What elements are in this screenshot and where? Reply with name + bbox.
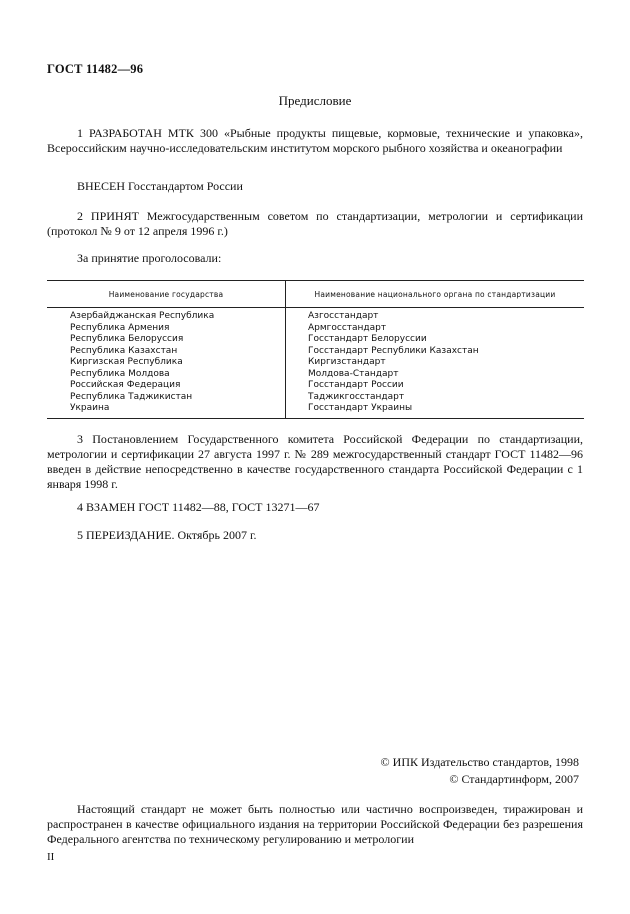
body-cell: Госстандарт России <box>308 380 404 390</box>
foreword-item-5: 5 ПЕРЕИЗДАНИЕ. Октябрь 2007 г. <box>77 528 257 542</box>
foreword-item-1: 1 РАЗРАБОТАН МТК 300 «Рыбные продукты пищевые, кормовые, технические и упаковка», Всероссийским научно-исследовательским институтом морского рыбного хозяйства и океанографии <box>47 126 583 155</box>
table-row <box>47 334 584 346</box>
body-cell: Таджикгосстандарт <box>308 391 405 402</box>
table-header-row <box>47 281 584 308</box>
introduced-by: ВНЕСЕН Госстандартом России <box>77 179 243 193</box>
state-cell: Республика Таджикистан <box>47 392 286 404</box>
column-header-national-body: Наименование национального органа по стандартизации <box>286 281 585 308</box>
state-cell: Республика Белоруссия <box>47 334 286 346</box>
body-cell: Молдова-Стандарт <box>308 368 399 379</box>
copyright-line-standartinform: © Стандартинформ, 2007 <box>449 772 579 786</box>
reproduction-notice: Настоящий стандарт не может быть полностью или частично воспроизведен, тиражирован и распространен в качестве официального издания на территории Российской Федерации без разрешения Федерального агентства по техническому регулированию и метрологии <box>47 802 583 846</box>
state-cell: Республика Казахстан <box>47 346 286 358</box>
standard-code-header: ГОСТ 11482—96 <box>47 62 144 76</box>
foreword-item-2: 2 ПРИНЯТ Межгосударственным советом по стандартизации, метрологии и сертификации (протокол № 9 от 12 апреля 1996 г.) <box>47 209 583 238</box>
body-cell: Киргизстандарт <box>308 357 386 367</box>
body-cell: Армгосстандарт <box>308 322 387 333</box>
page-number: II <box>47 851 55 863</box>
copyright-line-publisher: © ИПК Издательство стандартов, 1998 <box>380 755 579 769</box>
table-row <box>47 323 584 335</box>
voted-label: За принятие проголосовали: <box>77 251 222 265</box>
foreword-item-3: 3 Постановлением Государственного комитета Российской Федерации по стандартизации, метрологии и сертификации 27 августа 1997 г. № 289 межгосударственный стандарт ГОСТ 11482—96 введен в действие непосредственно в качестве государственного стандарта Российской Федерации с 1 января 1998 г. <box>47 432 583 491</box>
foreword-title: Предисловие <box>278 93 352 108</box>
body-cell: Госстандарт Украины <box>286 403 585 418</box>
state-cell: Российская Федерация <box>47 380 286 392</box>
state-cell: Республика Молдова <box>47 369 286 381</box>
voting-table <box>47 280 584 419</box>
state-cell: Республика Армения <box>47 323 286 335</box>
table-row <box>47 308 584 323</box>
body-cell: Госстандарт Белоруссии <box>308 334 427 344</box>
table-row <box>47 403 584 418</box>
body-cell: Госстандарт Республики Казахстан <box>308 345 479 356</box>
column-header-state: Наименование государства <box>47 281 286 308</box>
state-cell: Украина <box>47 403 286 418</box>
state-cell: Киргизская Республика <box>47 357 286 369</box>
copyright-block <box>279 754 579 788</box>
table-row <box>47 357 584 369</box>
table-row <box>47 380 584 392</box>
foreword-item-4: 4 ВЗАМЕН ГОСТ 11482—88, ГОСТ 13271—67 <box>77 500 320 514</box>
table-row <box>47 392 584 404</box>
body-cell: Азгосстандарт <box>308 311 379 321</box>
table-row <box>47 369 584 381</box>
state-cell: Азербайджанская Республика <box>47 308 286 323</box>
table-row <box>47 346 584 358</box>
